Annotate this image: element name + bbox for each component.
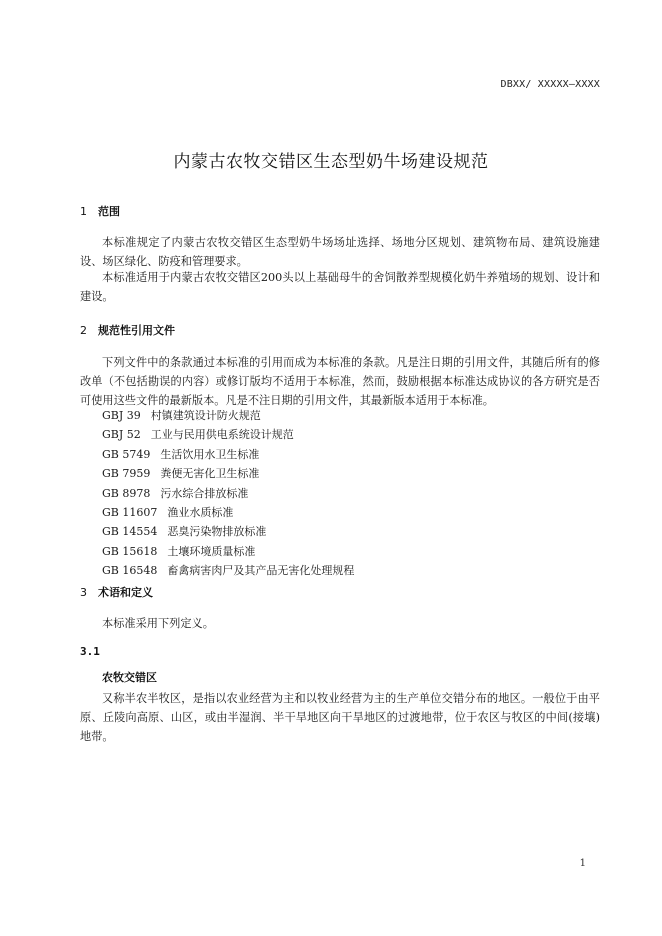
list-item [102, 542, 354, 561]
section-number: 3 [80, 586, 87, 599]
reference-code: GB 16548 [102, 564, 158, 578]
list-item [102, 425, 354, 444]
reference-name: 渔业水质标准 [167, 506, 234, 520]
list-item [102, 445, 354, 464]
term-number: 3.1 [80, 645, 100, 658]
reference-name: 恶臭污染物排放标准 [167, 525, 267, 539]
list-item [102, 522, 354, 541]
reference-name: 工业与民用供电系统设计规范 [150, 428, 294, 442]
term-definition: 又称半农半牧区，是指以农业经营为主和以牧业经营为主的生产单位交错分布的地区。一般位于由平原、丘陵向高原、山区，或由半湿润、半干旱地区向干旱地区的过渡地带，位于农区与牧区的中间(接壤)地带。 [80, 692, 600, 743]
scope-paragraph-2: 本标准适用于内蒙古农牧交错区200头以上基础母牛的舍饲散养型规模化奶牛养殖场的规划、设计和建设。 [80, 271, 600, 303]
reference-code: GB 14554 [102, 525, 158, 539]
reference-name: 畜禽病害肉尸及其产品无害化处理规程 [167, 564, 355, 578]
list-item [102, 484, 354, 503]
section-title: 规范性引用文件 [98, 324, 175, 337]
reference-code: GB 5749 [102, 447, 151, 461]
scope-paragraph-1: 本标准规定了内蒙古农牧交错区生态型奶牛场场址选择、场地分区规划、建筑物布局、建筑设施建设、场区绿化、防疫和管理要求。 [80, 236, 600, 268]
reference-code: GB 15618 [102, 544, 158, 558]
reference-code: GBJ 52 [102, 428, 141, 442]
standard-code: DBXX/ XXXXX—XXXX [500, 79, 600, 90]
section-heading-terms [80, 584, 153, 600]
reference-name: 土壤环境质量标准 [167, 544, 256, 558]
section-number: 1 [80, 205, 87, 218]
section-title: 范围 [98, 205, 120, 218]
reference-code: GB 11607 [102, 506, 158, 520]
list-item [102, 503, 354, 522]
page-title: 内蒙古农牧交错区生态型奶牛场建设规范 [173, 152, 489, 172]
list-item [102, 561, 354, 580]
list-item [102, 464, 354, 483]
reference-name: 村镇建筑设计防火规范 [150, 409, 261, 422]
list-item [102, 406, 354, 425]
reference-code: GBJ 39 [102, 409, 141, 422]
page-number: 1 [579, 858, 586, 869]
section-number: 2 [80, 324, 87, 337]
references-intro: 下列文件中的条款通过本标准的引用而成为本标准的条款。凡是注日期的引用文件，其随后所有的修改单（不包括勘误的内容）或修订版均不适用于本标准，然而，鼓励根据本标准达成协议的各方研究是否可使用这些文件的最新版本。凡是不注日期的引用文件，其最新版本适用于本标准。 [80, 356, 600, 407]
section-title: 术语和定义 [98, 586, 153, 599]
section-heading-references [80, 322, 175, 338]
reference-code: GB 8978 [102, 486, 151, 500]
reference-list [102, 406, 354, 581]
term-name: 农牧交错区 [102, 671, 157, 684]
reference-name: 污水综合排放标准 [160, 486, 249, 500]
reference-code: GB 7959 [102, 467, 151, 481]
reference-name: 粪便无害化卫生标准 [160, 467, 260, 481]
section-heading-scope [80, 203, 120, 219]
reference-name: 生活饮用水卫生标准 [160, 447, 260, 461]
terms-intro: 本标准采用下列定义。 [102, 617, 214, 630]
